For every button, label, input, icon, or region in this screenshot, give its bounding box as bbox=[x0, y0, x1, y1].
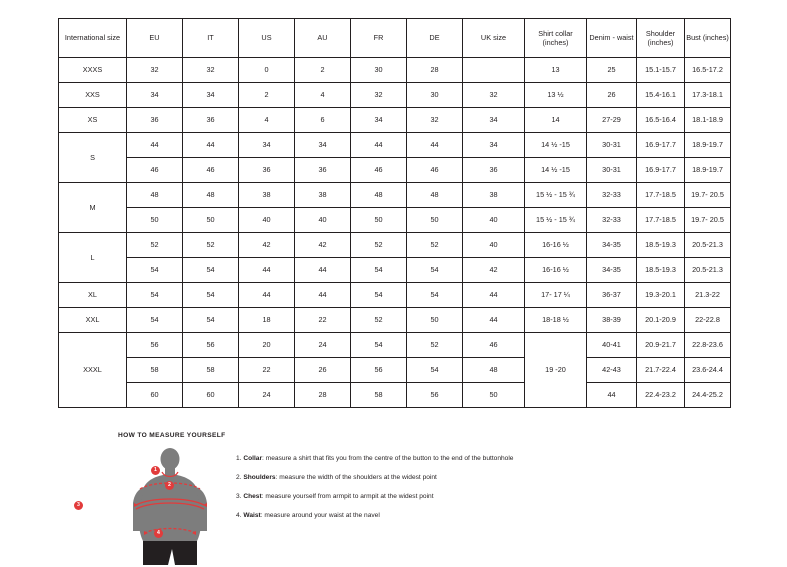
table-cell: 18.1-18.9 bbox=[685, 108, 731, 133]
table-cell: 16-16 ½ bbox=[525, 258, 587, 283]
table-cell: 44 bbox=[463, 308, 525, 333]
instruction-text: : measure the width of the shoulders at the widest point bbox=[275, 473, 437, 481]
how-to-measure-section bbox=[77, 432, 738, 567]
table-cell: 2 bbox=[295, 58, 351, 83]
instruction-item: 4. Waist: measure around your waist at the navel bbox=[236, 511, 380, 519]
table-cell: 40 bbox=[295, 208, 351, 233]
table-cell: 40 bbox=[463, 233, 525, 258]
table-row bbox=[59, 133, 731, 158]
column-header-11: Bust (inches) bbox=[685, 19, 731, 58]
instruction-item: 3. Chest: measure yourself from armpit to armpit at the widest point bbox=[236, 492, 434, 500]
table-cell: 30-31 bbox=[587, 158, 637, 183]
table-cell: 22 bbox=[295, 308, 351, 333]
table-cell: 54 bbox=[183, 258, 239, 283]
table-cell: 18-18 ½ bbox=[525, 308, 587, 333]
table-cell: 50 bbox=[183, 208, 239, 233]
table-row bbox=[59, 283, 731, 308]
column-header-6: DE bbox=[407, 19, 463, 58]
table-cell: 50 bbox=[351, 208, 407, 233]
table-cell: 52 bbox=[183, 233, 239, 258]
table-cell: 44 bbox=[295, 283, 351, 308]
table-cell: 0 bbox=[239, 58, 295, 83]
table-cell: 40 bbox=[239, 208, 295, 233]
table-cell: 32 bbox=[463, 83, 525, 108]
instruction-number: 4 bbox=[236, 511, 240, 519]
table-cell: 16.9-17.7 bbox=[637, 158, 685, 183]
table-cell: 34 bbox=[239, 133, 295, 158]
table-row bbox=[59, 58, 731, 83]
table-cell: 32 bbox=[351, 83, 407, 108]
instruction-item: 2. Shoulders: measure the width of the shoulders at the widest point bbox=[236, 473, 437, 481]
table-cell: 17.7-18.5 bbox=[637, 208, 685, 233]
table-cell: 52 bbox=[351, 308, 407, 333]
badge-collar: 1 bbox=[151, 466, 160, 475]
table-cell: 15.4-16.1 bbox=[637, 83, 685, 108]
table-cell: 32 bbox=[407, 108, 463, 133]
table-cell: 54 bbox=[351, 258, 407, 283]
table-cell: 50 bbox=[463, 383, 525, 408]
column-header-0: International size bbox=[59, 19, 127, 58]
instruction-text: : measure around your waist at the navel bbox=[260, 511, 380, 519]
table-cell: 46 bbox=[183, 158, 239, 183]
table-cell: 18 bbox=[239, 308, 295, 333]
table-cell: 44 bbox=[587, 383, 637, 408]
table-cell: 34 bbox=[351, 108, 407, 133]
table-cell: 4 bbox=[239, 108, 295, 133]
table-cell: 14 ½ -15 bbox=[525, 133, 587, 158]
table-cell: 32 bbox=[127, 58, 183, 83]
column-header-3: US bbox=[239, 19, 295, 58]
table-cell: 30 bbox=[351, 58, 407, 83]
table-cell: 17.3-18.1 bbox=[685, 83, 731, 108]
table-cell: 36 bbox=[239, 158, 295, 183]
table-cell: 56 bbox=[407, 383, 463, 408]
table-cell: 38 bbox=[239, 183, 295, 208]
instruction-label: Chest bbox=[243, 492, 262, 500]
table-cell: 23.6-24.4 bbox=[685, 358, 731, 383]
table-header-row bbox=[59, 19, 731, 58]
table-cell: 54 bbox=[351, 283, 407, 308]
badge-shoulders: 2 bbox=[165, 481, 174, 490]
column-header-10: Shoulder (inches) bbox=[637, 19, 685, 58]
table-cell: 52 bbox=[127, 233, 183, 258]
table-cell: 17- 17 ¼ bbox=[525, 283, 587, 308]
table-cell: 48 bbox=[127, 183, 183, 208]
table-cell: 54 bbox=[407, 283, 463, 308]
table-cell: 19.3-20.1 bbox=[637, 283, 685, 308]
table-row bbox=[59, 108, 731, 133]
instruction-label: Collar bbox=[243, 455, 263, 462]
table-cell: 48 bbox=[183, 183, 239, 208]
table-cell: 56 bbox=[183, 333, 239, 358]
instruction-number: 1 bbox=[236, 455, 240, 462]
table-cell: 36-37 bbox=[587, 283, 637, 308]
table-cell: 34-35 bbox=[587, 258, 637, 283]
table-cell: 2 bbox=[239, 83, 295, 108]
table-cell: 48 bbox=[463, 358, 525, 383]
international-size-cell: S bbox=[59, 133, 127, 183]
table-cell: 22-22.8 bbox=[685, 308, 731, 333]
table-cell: 16.9-17.7 bbox=[637, 133, 685, 158]
table-row bbox=[59, 258, 731, 283]
table-cell: 46 bbox=[463, 333, 525, 358]
table-row bbox=[59, 158, 731, 183]
table-cell: 50 bbox=[127, 208, 183, 233]
table-cell: 27-29 bbox=[587, 108, 637, 133]
table-cell: 34 bbox=[183, 83, 239, 108]
table-cell: 52 bbox=[351, 233, 407, 258]
table-body bbox=[59, 58, 731, 408]
table-cell: 34 bbox=[295, 133, 351, 158]
column-header-1: EU bbox=[127, 19, 183, 58]
table-cell: 13 bbox=[525, 58, 587, 83]
table-cell: 44 bbox=[463, 283, 525, 308]
table-row bbox=[59, 333, 731, 358]
table-cell: 42 bbox=[239, 233, 295, 258]
table-cell: 52 bbox=[407, 233, 463, 258]
table-cell: 60 bbox=[183, 383, 239, 408]
table-cell bbox=[463, 58, 525, 83]
table-cell: 19.7- 20.5 bbox=[685, 208, 731, 233]
table-cell: 15 ½ - 15 ¾ bbox=[525, 208, 587, 233]
table-cell: 21.3-22 bbox=[685, 283, 731, 308]
table-cell: 40 bbox=[463, 208, 525, 233]
table-cell: 25 bbox=[587, 58, 637, 83]
table-cell: 21.7-22.4 bbox=[637, 358, 685, 383]
table-cell: 30-31 bbox=[587, 133, 637, 158]
table-cell: 54 bbox=[127, 308, 183, 333]
table-cell: 54 bbox=[183, 308, 239, 333]
table-cell: 58 bbox=[127, 358, 183, 383]
table-cell: 24 bbox=[239, 383, 295, 408]
table-cell: 22.8-23.6 bbox=[685, 333, 731, 358]
table-cell: 15.1-15.7 bbox=[637, 58, 685, 83]
table-cell: 32 bbox=[183, 58, 239, 83]
badge-chest: 3 bbox=[74, 501, 83, 510]
table-row bbox=[59, 233, 731, 258]
table-cell: 42 bbox=[463, 258, 525, 283]
instruction-text: : measure yourself from armpit to armpit at the widest point bbox=[261, 492, 434, 500]
column-header-2: IT bbox=[183, 19, 239, 58]
table-row bbox=[59, 308, 731, 333]
table-cell: 58 bbox=[351, 383, 407, 408]
table-cell: 60 bbox=[127, 383, 183, 408]
table-cell: 50 bbox=[407, 308, 463, 333]
table-cell: 38 bbox=[463, 183, 525, 208]
table-cell: 46 bbox=[127, 158, 183, 183]
table-cell: 18.5-19.3 bbox=[637, 258, 685, 283]
table-cell: 40-41 bbox=[587, 333, 637, 358]
table-cell: 44 bbox=[407, 133, 463, 158]
table-cell: 18.9-19.7 bbox=[685, 158, 731, 183]
table-cell: 4 bbox=[295, 83, 351, 108]
table-cell: 54 bbox=[407, 358, 463, 383]
international-size-cell: XXS bbox=[59, 83, 127, 108]
table-cell: 32-33 bbox=[587, 208, 637, 233]
table-cell: 42-43 bbox=[587, 358, 637, 383]
torso-diagram-icon bbox=[118, 445, 228, 567]
table-cell: 38-39 bbox=[587, 308, 637, 333]
table-cell: 20.9-21.7 bbox=[637, 333, 685, 358]
table-cell: 14 ½ -15 bbox=[525, 158, 587, 183]
instruction-label: Waist bbox=[243, 511, 261, 519]
size-chart-table bbox=[58, 18, 731, 408]
table-cell: 14 bbox=[525, 108, 587, 133]
measurement-instructions bbox=[236, 445, 738, 531]
table-cell: 48 bbox=[351, 183, 407, 208]
table-cell: 46 bbox=[351, 158, 407, 183]
instruction-label: Shoulders bbox=[243, 473, 276, 481]
table-cell: 54 bbox=[407, 258, 463, 283]
table-cell: 44 bbox=[239, 258, 295, 283]
table-cell: 36 bbox=[463, 158, 525, 183]
measurement-figure bbox=[77, 445, 228, 567]
table-cell: 36 bbox=[127, 108, 183, 133]
table-cell: 54 bbox=[127, 283, 183, 308]
table-cell: 18.9-19.7 bbox=[685, 133, 731, 158]
table-cell: 44 bbox=[183, 133, 239, 158]
table-cell: 6 bbox=[295, 108, 351, 133]
table-cell: 34-35 bbox=[587, 233, 637, 258]
international-size-cell: XXL bbox=[59, 308, 127, 333]
international-size-cell: L bbox=[59, 233, 127, 283]
instruction-number: 3 bbox=[236, 492, 240, 500]
table-cell: 54 bbox=[183, 283, 239, 308]
table-cell: 16.5-17.2 bbox=[685, 58, 731, 83]
table-cell: 54 bbox=[351, 333, 407, 358]
table-cell: 44 bbox=[351, 133, 407, 158]
table-cell: 34 bbox=[463, 108, 525, 133]
table-cell: 26 bbox=[295, 358, 351, 383]
table-cell: 36 bbox=[295, 158, 351, 183]
table-cell: 16-16 ½ bbox=[525, 233, 587, 258]
international-size-cell: M bbox=[59, 183, 127, 233]
table-cell: 44 bbox=[295, 258, 351, 283]
table-cell: 28 bbox=[407, 58, 463, 83]
table-cell: 18.5-19.3 bbox=[637, 233, 685, 258]
table-cell: 15 ½ - 15 ¾ bbox=[525, 183, 587, 208]
table-cell: 28 bbox=[295, 383, 351, 408]
badge-waist: 4 bbox=[154, 529, 163, 538]
table-cell: 46 bbox=[407, 158, 463, 183]
column-header-9: Denim - waist bbox=[587, 19, 637, 58]
table-cell: 58 bbox=[183, 358, 239, 383]
table-cell: 56 bbox=[127, 333, 183, 358]
table-cell: 17.7-18.5 bbox=[637, 183, 685, 208]
table-cell: 30 bbox=[407, 83, 463, 108]
table-cell: 19 -20 bbox=[525, 333, 587, 408]
table-cell: 52 bbox=[407, 333, 463, 358]
instruction-item: 1. Collar: measure a shirt that fits you from the centre of the button to the end of the buttonhole bbox=[236, 455, 514, 462]
table-cell: 26 bbox=[587, 83, 637, 108]
table-cell: 20.5-21.3 bbox=[685, 233, 731, 258]
table-cell: 44 bbox=[239, 283, 295, 308]
international-size-cell: XXXL bbox=[59, 333, 127, 408]
table-cell: 13 ½ bbox=[525, 83, 587, 108]
how-to-measure-title: HOW TO MEASURE YOURSELF bbox=[118, 432, 226, 439]
table-cell: 38 bbox=[295, 183, 351, 208]
instruction-text: : measure a shirt that fits you from the centre of the button to the end of the buttonhole bbox=[262, 455, 514, 462]
table-cell: 19.7- 20.5 bbox=[685, 183, 731, 208]
table-cell: 54 bbox=[127, 258, 183, 283]
table-cell: 36 bbox=[183, 108, 239, 133]
table-cell: 20.5-21.3 bbox=[685, 258, 731, 283]
table-cell: 22 bbox=[239, 358, 295, 383]
column-header-4: AU bbox=[295, 19, 351, 58]
table-cell: 24.4-25.2 bbox=[685, 383, 731, 408]
table-row bbox=[59, 383, 731, 408]
table-cell: 42 bbox=[295, 233, 351, 258]
table-cell: 32-33 bbox=[587, 183, 637, 208]
table-cell: 34 bbox=[127, 83, 183, 108]
international-size-cell: XL bbox=[59, 283, 127, 308]
table-cell: 34 bbox=[463, 133, 525, 158]
table-row bbox=[59, 83, 731, 108]
table-cell: 44 bbox=[127, 133, 183, 158]
column-header-5: FR bbox=[351, 19, 407, 58]
table-cell: 22.4-23.2 bbox=[637, 383, 685, 408]
international-size-cell: XS bbox=[59, 108, 127, 133]
table-cell: 16.5-16.4 bbox=[637, 108, 685, 133]
table-cell: 56 bbox=[351, 358, 407, 383]
column-header-7: UK size bbox=[463, 19, 525, 58]
table-row bbox=[59, 183, 731, 208]
table-cell: 20.1-20.9 bbox=[637, 308, 685, 333]
table-cell: 50 bbox=[407, 208, 463, 233]
table-cell: 48 bbox=[407, 183, 463, 208]
instruction-number: 2 bbox=[236, 473, 240, 481]
table-cell: 24 bbox=[295, 333, 351, 358]
table-row bbox=[59, 358, 731, 383]
table-cell: 20 bbox=[239, 333, 295, 358]
table-row bbox=[59, 208, 731, 233]
column-header-8: Shirt collar (inches) bbox=[525, 19, 587, 58]
international-size-cell: XXXS bbox=[59, 58, 127, 83]
